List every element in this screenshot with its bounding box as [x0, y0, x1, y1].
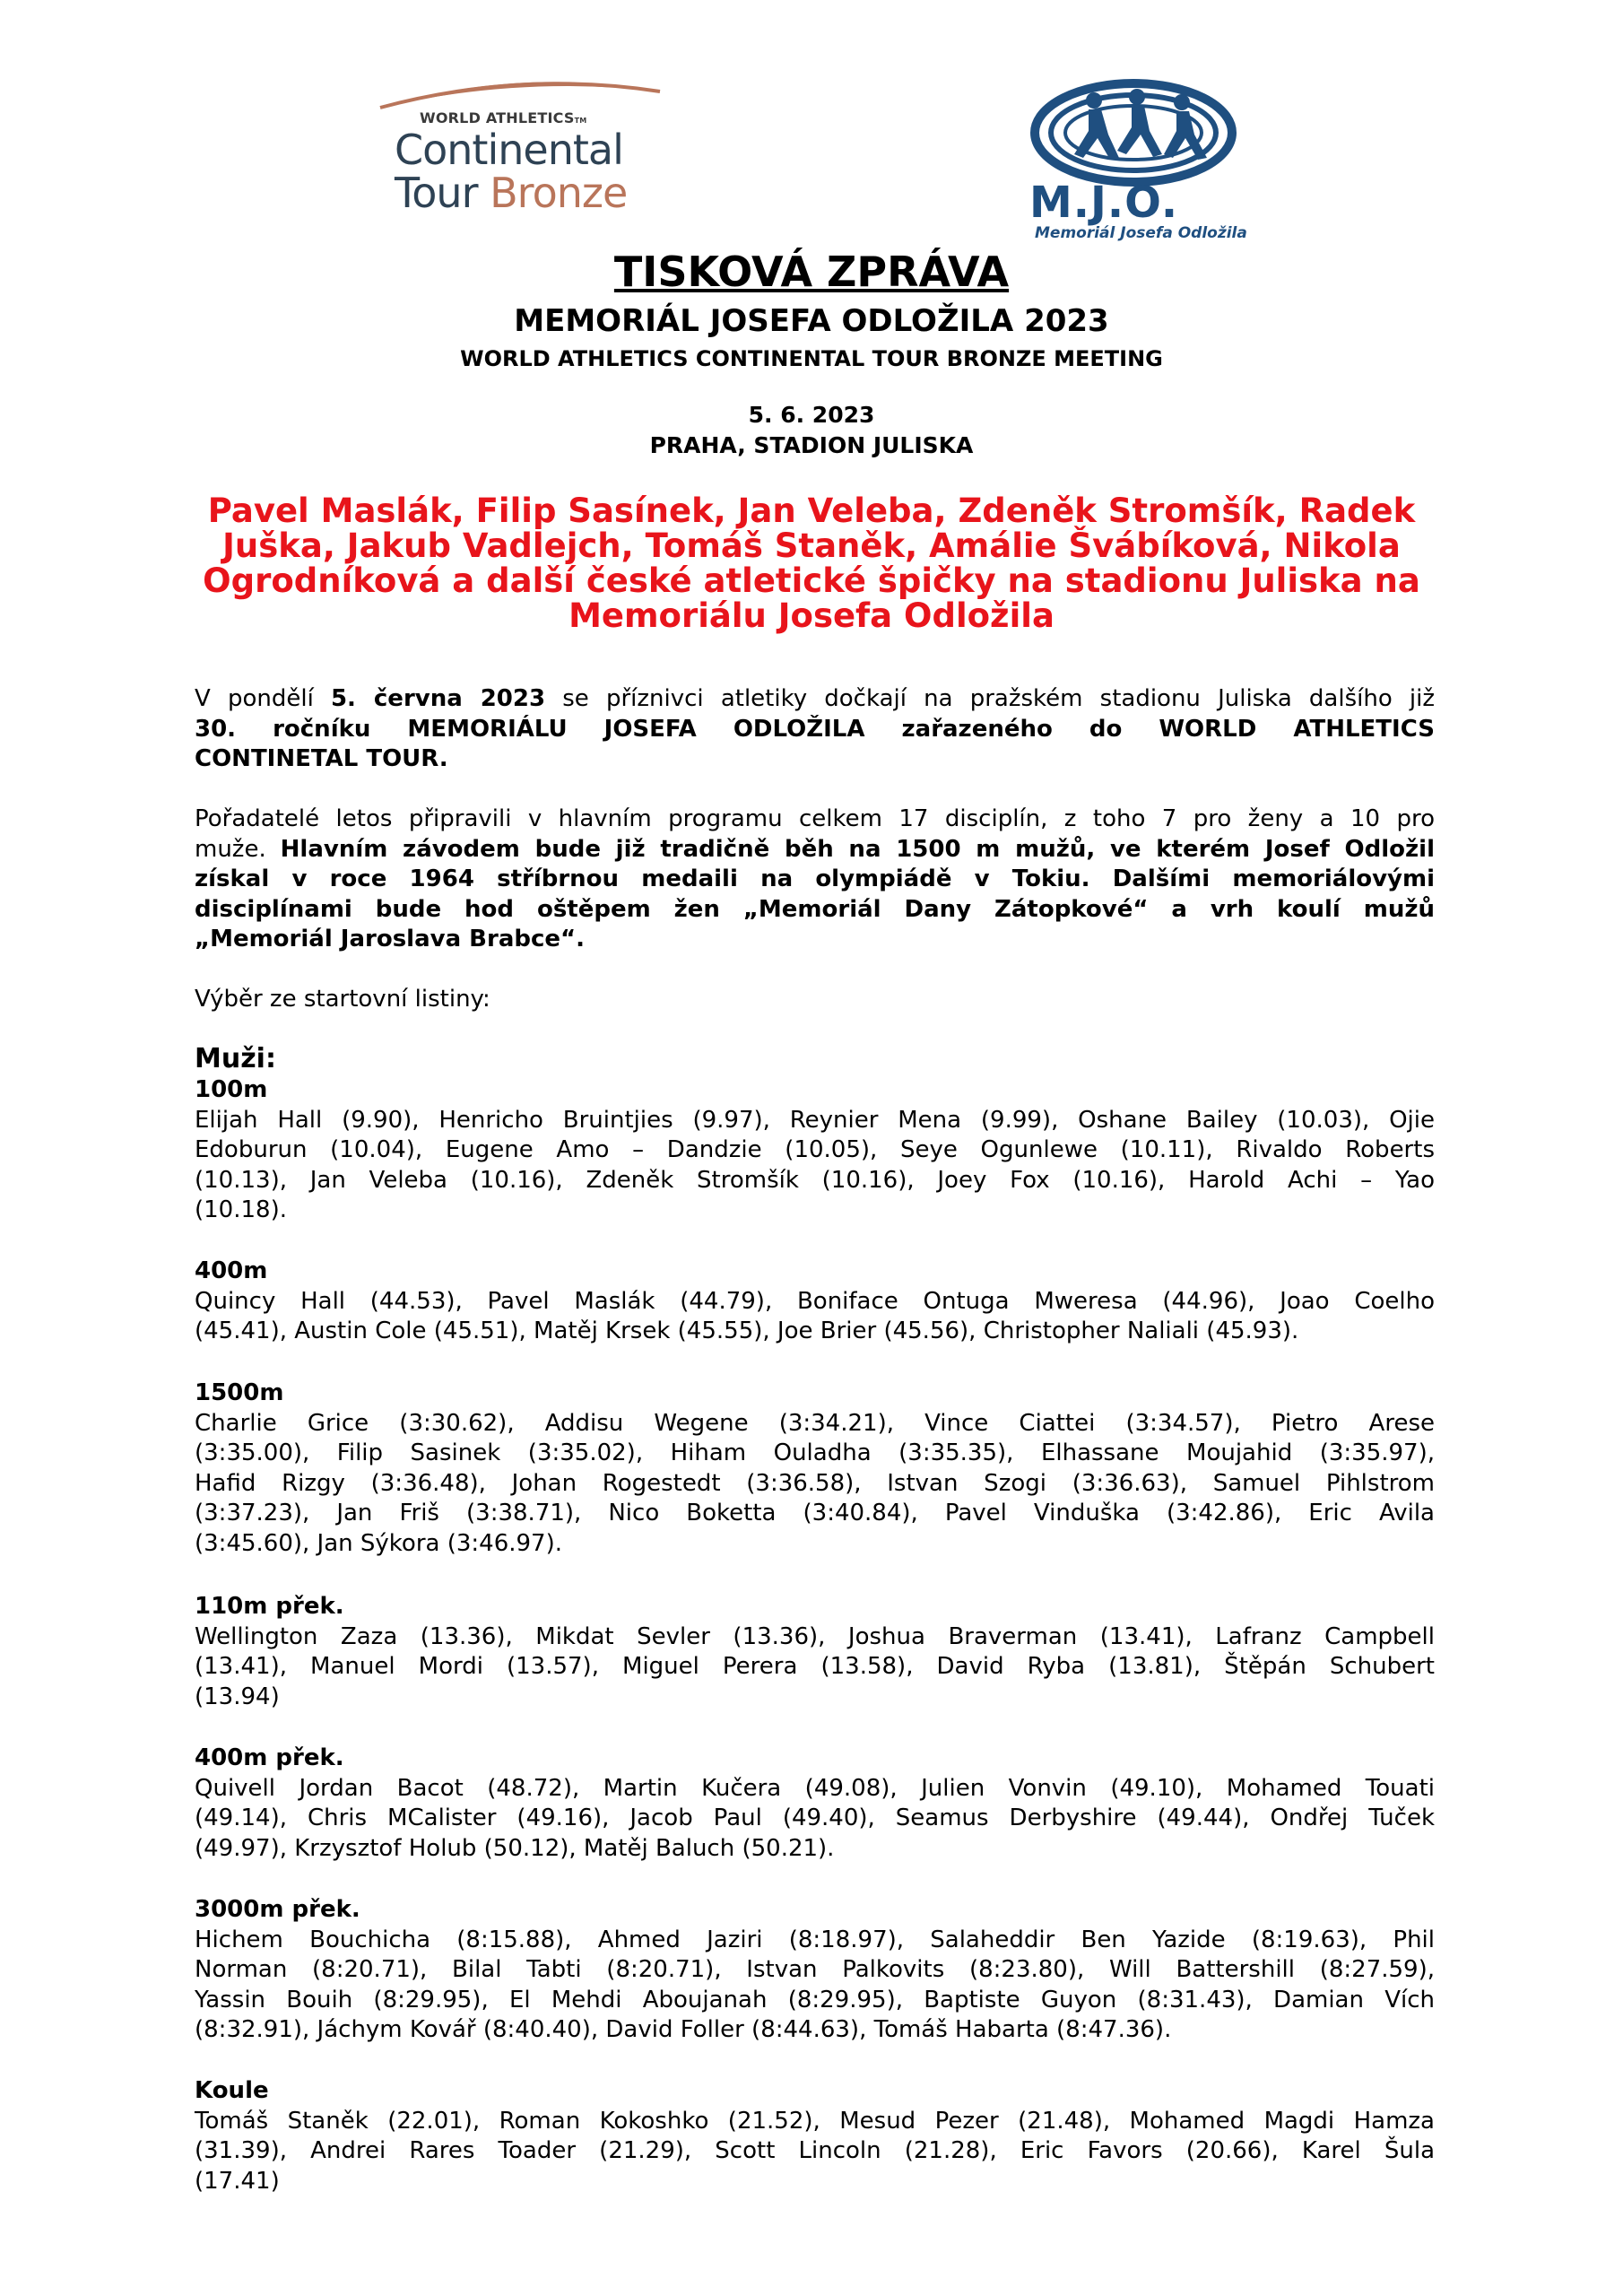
men-heading: Muži:	[195, 1043, 276, 1074]
section-shot-put	[195, 2076, 1435, 2196]
start-list-intro	[195, 985, 1435, 1015]
section-line: (45.41), Austin Cole (45.51), Matěj Krsek (45.55), Joe Brier (45.56), Christopher Naliali (45.93).	[195, 1318, 1299, 1344]
section-3000m-steeplechase	[195, 1895, 1435, 2046]
document-title: TISKOVÁ ZPRÁVA	[613, 248, 1010, 296]
section-title: 1500m	[195, 1379, 284, 1406]
section-line: Hafid Rizgy (3:36.48), Johan Rogestedt (3:36.58), Istvan Szogi (3:36.63), Samuel Pihlstrom	[195, 1469, 1435, 1497]
section-line: (49.97), Krzysztof Holub (50.12), Matěj Baluch (50.21).	[195, 1834, 835, 1862]
paragraph-line: „Memoriál Jaroslava Brabce“.	[195, 926, 585, 952]
section-line: (31.39), Andrei Rares Toader (21.29), Scott Lincoln (21.28), Eric Favors (20.66), Karel Šula	[195, 2137, 1435, 2164]
headline-line: Memoriálu Josefa Odložila	[568, 596, 1055, 635]
logo-tour-bronze-text: Tour Bronze	[395, 169, 628, 217]
section-line: (49.14), Chris MCalister (49.16), Jacob Paul (49.40), Seamus Derbyshire (49.44), Ondřej Tuček	[195, 1805, 1435, 1831]
men-heading-block	[195, 1043, 1435, 1075]
section-line: (10.13), Jan Veleba (10.16), Zdeněk Stromšík (10.16), Joey Fox (10.16), Harold Achi – Yao	[195, 1166, 1435, 1194]
intro-paragraph-2	[195, 804, 1435, 955]
headline-line: Ogrodníková a další české atletické špičky na stadionu Juliska na	[203, 561, 1420, 600]
paragraph-line: muže. Hlavním závodem bude již tradičně běh na 1500 m mužů, ve kterém Josef Odložil	[195, 835, 1435, 863]
section-1500m	[195, 1378, 1435, 1559]
runners-track-icon	[1011, 72, 1255, 188]
section-title: Koule	[195, 2077, 269, 2104]
section-line: Quincy Hall (44.53), Pavel Maslák (44.79), Boniface Ontuga Mweresa (44.96), Joao Coelho	[195, 1287, 1435, 1315]
headline-line: Juška, Jakub Vadlejch, Tomáš Staněk, Amálie Švábíková, Nikola	[222, 526, 1401, 565]
logo-world-athletics-text: WORLD ATHLETICSTM	[420, 109, 587, 126]
event-place: PRAHA, STADION JULISKA	[649, 432, 974, 458]
paragraph-line: Pořadatelé letos připravili v hlavním programu celkem 17 disciplín, z toho 7 pro ženy a 10 pro	[195, 805, 1435, 832]
section-line: (8:32.91), Jáchym Kovář (8:40.40), David Foller (8:44.63), Tomáš Habarta (8:47.36).	[195, 2016, 1172, 2043]
paragraph-line: CONTINETAL TOUR.	[195, 745, 448, 772]
section-title: 400m přek.	[195, 1744, 344, 1771]
section-110m-hurdles	[195, 1592, 1435, 1712]
paragraph-line: disciplínami bude hod oštěpem žen „Memoriál Dany Zátopkové“ a vrh koulí mužů	[195, 895, 1435, 923]
headline-line: Pavel Maslák, Filip Sasínek, Jan Veleba, Zdeněk Stromšík, Radek	[207, 491, 1416, 530]
section-line: (13.94)	[195, 1683, 280, 1710]
section-title: 3000m přek.	[195, 1896, 360, 1923]
section-400m-hurdles	[195, 1744, 1435, 1864]
section-line: Elijah Hall (9.90), Henricho Bruintjies (9.97), Reynier Mena (9.99), Oshane Bailey (10.03), Ojie	[195, 1106, 1435, 1134]
paragraph-line: získal v roce 1964 stříbrnou medaili na olympiádě v Tokiu. Dalšími memoriálovými	[195, 865, 1435, 892]
memorial-josefa-odlozila-logo	[1011, 72, 1255, 251]
event-series: WORLD ATHLETICS CONTINENTAL TOUR BRONZE MEETING	[460, 346, 1163, 371]
intro-paragraph-1	[195, 684, 1435, 775]
section-line: Edoburun (10.04), Eugene Amo – Dandzie (10.05), Seye Ogunlewe (10.11), Rivaldo Roberts	[195, 1136, 1435, 1163]
paragraph-line: V pondělí 5. června 2023 se příznivci atletiky dočkají na pražském stadionu Juliska dalšího již	[195, 685, 1436, 712]
logo-mjo-name: Memoriál Josefa Odložila	[1035, 224, 1247, 242]
section-line: (3:35.00), Filip Sasinek (3:35.02), Hiham Ouladha (3:35.35), Elhassane Moujahid (3:35.97),	[195, 1439, 1435, 1466]
section-line: Tomáš Staněk (22.01), Roman Kokoshko (21.52), Mesud Pezer (21.48), Mohamed Magdi Hamza	[195, 2107, 1435, 2135]
headline	[193, 493, 1430, 633]
section-line: Norman (8:20.71), Bilal Tabti (8:20.71), Istvan Palkovits (8:23.80), Will Battershill (8:27.59),	[195, 1956, 1435, 1983]
event-date: 5. 6. 2023	[748, 402, 875, 428]
event-name: MEMORIÁL JOSEFA ODLOŽILA 2023	[514, 303, 1109, 339]
section-line: Hichem Bouchicha (8:15.88), Ahmed Jaziri (8:18.97), Salaheddir Ben Yazide (8:19.63), Phil	[195, 1926, 1435, 1953]
world-athletics-continental-tour-bronze-logo	[377, 72, 664, 224]
paragraph-line: 30. ročníku MEMORIÁLU JOSEFA ODLOŽILA zařazeného do WORLD ATHLETICS	[195, 715, 1435, 743]
section-title: 400m	[195, 1257, 268, 1284]
section-line: (3:37.23), Jan Friš (3:38.71), Nico Boketta (3:40.84), Pavel Vinduška (3:42.86), Eric Avila	[195, 1500, 1435, 1526]
section-line: (17.41)	[195, 2167, 280, 2195]
section-line: Charlie Grice (3:30.62), Addisu Wegene (3:34.21), Vince Ciattei (3:34.57), Pietro Arese	[195, 1409, 1435, 1437]
section-line: (3:45.60), Jan Sýkora (3:46.97).	[195, 1529, 562, 1557]
section-100m	[195, 1075, 1435, 1226]
section-line: Yassin Bouih (8:29.95), El Mehdi Aboujanah (8:29.95), Baptiste Guyon (8:31.43), Damian Vích	[195, 1986, 1435, 2013]
section-400m	[195, 1257, 1435, 1347]
logo-continental-text: Continental	[395, 126, 623, 174]
section-line: (10.18).	[195, 1196, 287, 1223]
section-title: 110m přek.	[195, 1593, 344, 1620]
paragraph-line: Výběr ze startovní listiny:	[195, 986, 490, 1013]
section-title: 100m	[195, 1076, 268, 1103]
section-line: Quivell Jordan Bacot (48.72), Martin Kučera (49.08), Julien Vonvin (49.10), Mohamed Touati	[195, 1774, 1435, 1802]
section-line: Wellington Zaza (13.36), Mikdat Sevler (13.36), Joshua Braverman (13.41), Lafranz Campbell	[195, 1622, 1435, 1650]
section-line: (13.41), Manuel Mordi (13.57), Miguel Perera (13.58), David Ryba (13.81), Štěpán Schubert	[195, 1653, 1435, 1680]
logo-mjo-abbreviation: M.J.O.	[1029, 178, 1179, 228]
